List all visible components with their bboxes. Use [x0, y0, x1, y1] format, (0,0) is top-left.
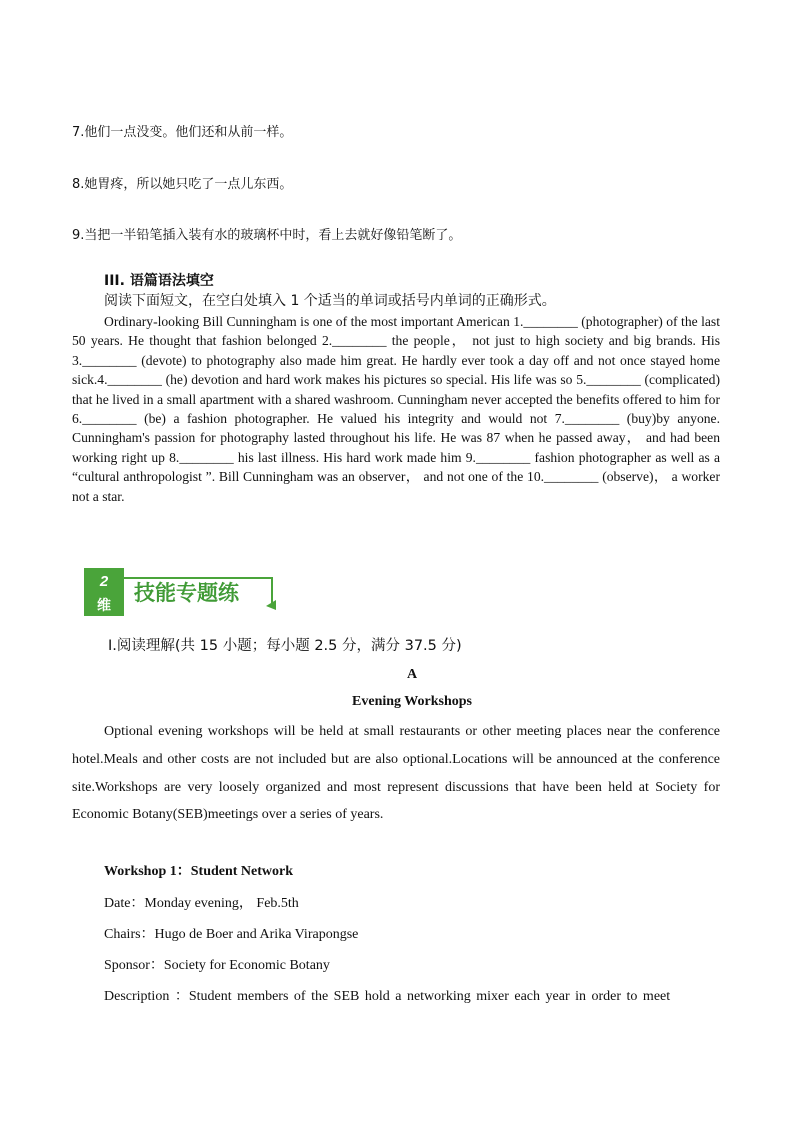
passage-heading: Evening Workshops	[352, 694, 472, 709]
intro-paragraph	[72, 718, 720, 829]
intro-text: Optional evening workshops will be held at small restaurants or other meeting places near the conference hotel.Meals and other costs are not included but are also optional.Locations will be announced at the conference site.Workshops are very loosely organized and most represent discussions that have been held at Society for Economic Botany(SEB)meetings over a series of years.	[72, 724, 720, 823]
workshop1-title: Workshop 1：Student Network	[104, 864, 294, 879]
translation-sentence-8: 8.她胃疼，所以她只吃了一点儿东西。	[72, 177, 293, 192]
workshop1-description: Description ：Student members of the SEB hold a networking mixer each year in order to meet	[104, 989, 671, 1004]
banner-title: 技能专题练	[134, 581, 239, 605]
workshop1-chairs: Chairs：Hugo de Boer and Arika Virapongse	[104, 927, 359, 942]
section3-instruction: 阅读下面短文，在空白处填入 1 个适当的单词或括号内单词的正确形式。	[104, 293, 556, 309]
part-label: A	[406, 667, 418, 682]
badge-char: 维	[97, 598, 111, 614]
workshop1-date: Date：Monday evening， Feb.5th	[104, 896, 299, 911]
cloze-passage-text: Ordinary-looking Bill Cunningham is one of the most important American 1.________ (photographer) of the last 50 years. He thought that fashion belonged 2.________ the people， not just to high society and big brands. His 3.________ (devote) to photography also made him great. He hardly ever took a day off and not once stayed home sick.4.________ (he) devotion and hard work makes his pictures so special. His life was so 5.________ (complicated) that he lived in a small apartment with a shared washroom. Cunningham never accepted the benefits offered to him for 6.________ (be) a fashion photographer. He valued his integrity and would not 7.________ (buy)by anyone. Cunningham's passion for photography lasted throughout his life. He was 87 when he passed away， and had been working right up 8.________ his last illness. His hard work made him 9.________ fashion photographer as well as a “cultural anthropologist ”. Bill Cunningham was an observer， and not one of the 10.________ (observe)， a worker not a star.	[72, 314, 720, 504]
workshop1-sponsor: Sponsor：Society for Economic Botany	[104, 958, 330, 973]
section1-title: Ⅰ.阅读理解(共 15 小题；每小题 2.5 分，满分 37.5 分)	[108, 638, 462, 654]
translation-sentence-9: 9.当把一半铅笔插入装有水的玻璃杯中时，看上去就好像铅笔断了。	[72, 228, 462, 243]
section3-title: III. 语篇语法填空	[104, 273, 214, 289]
translation-sentence-7: 7.他们一点没变。他们还和从前一样。	[72, 125, 293, 140]
cloze-passage	[72, 312, 720, 506]
skill-practice-banner	[82, 566, 278, 618]
badge-number: 2	[99, 573, 109, 590]
